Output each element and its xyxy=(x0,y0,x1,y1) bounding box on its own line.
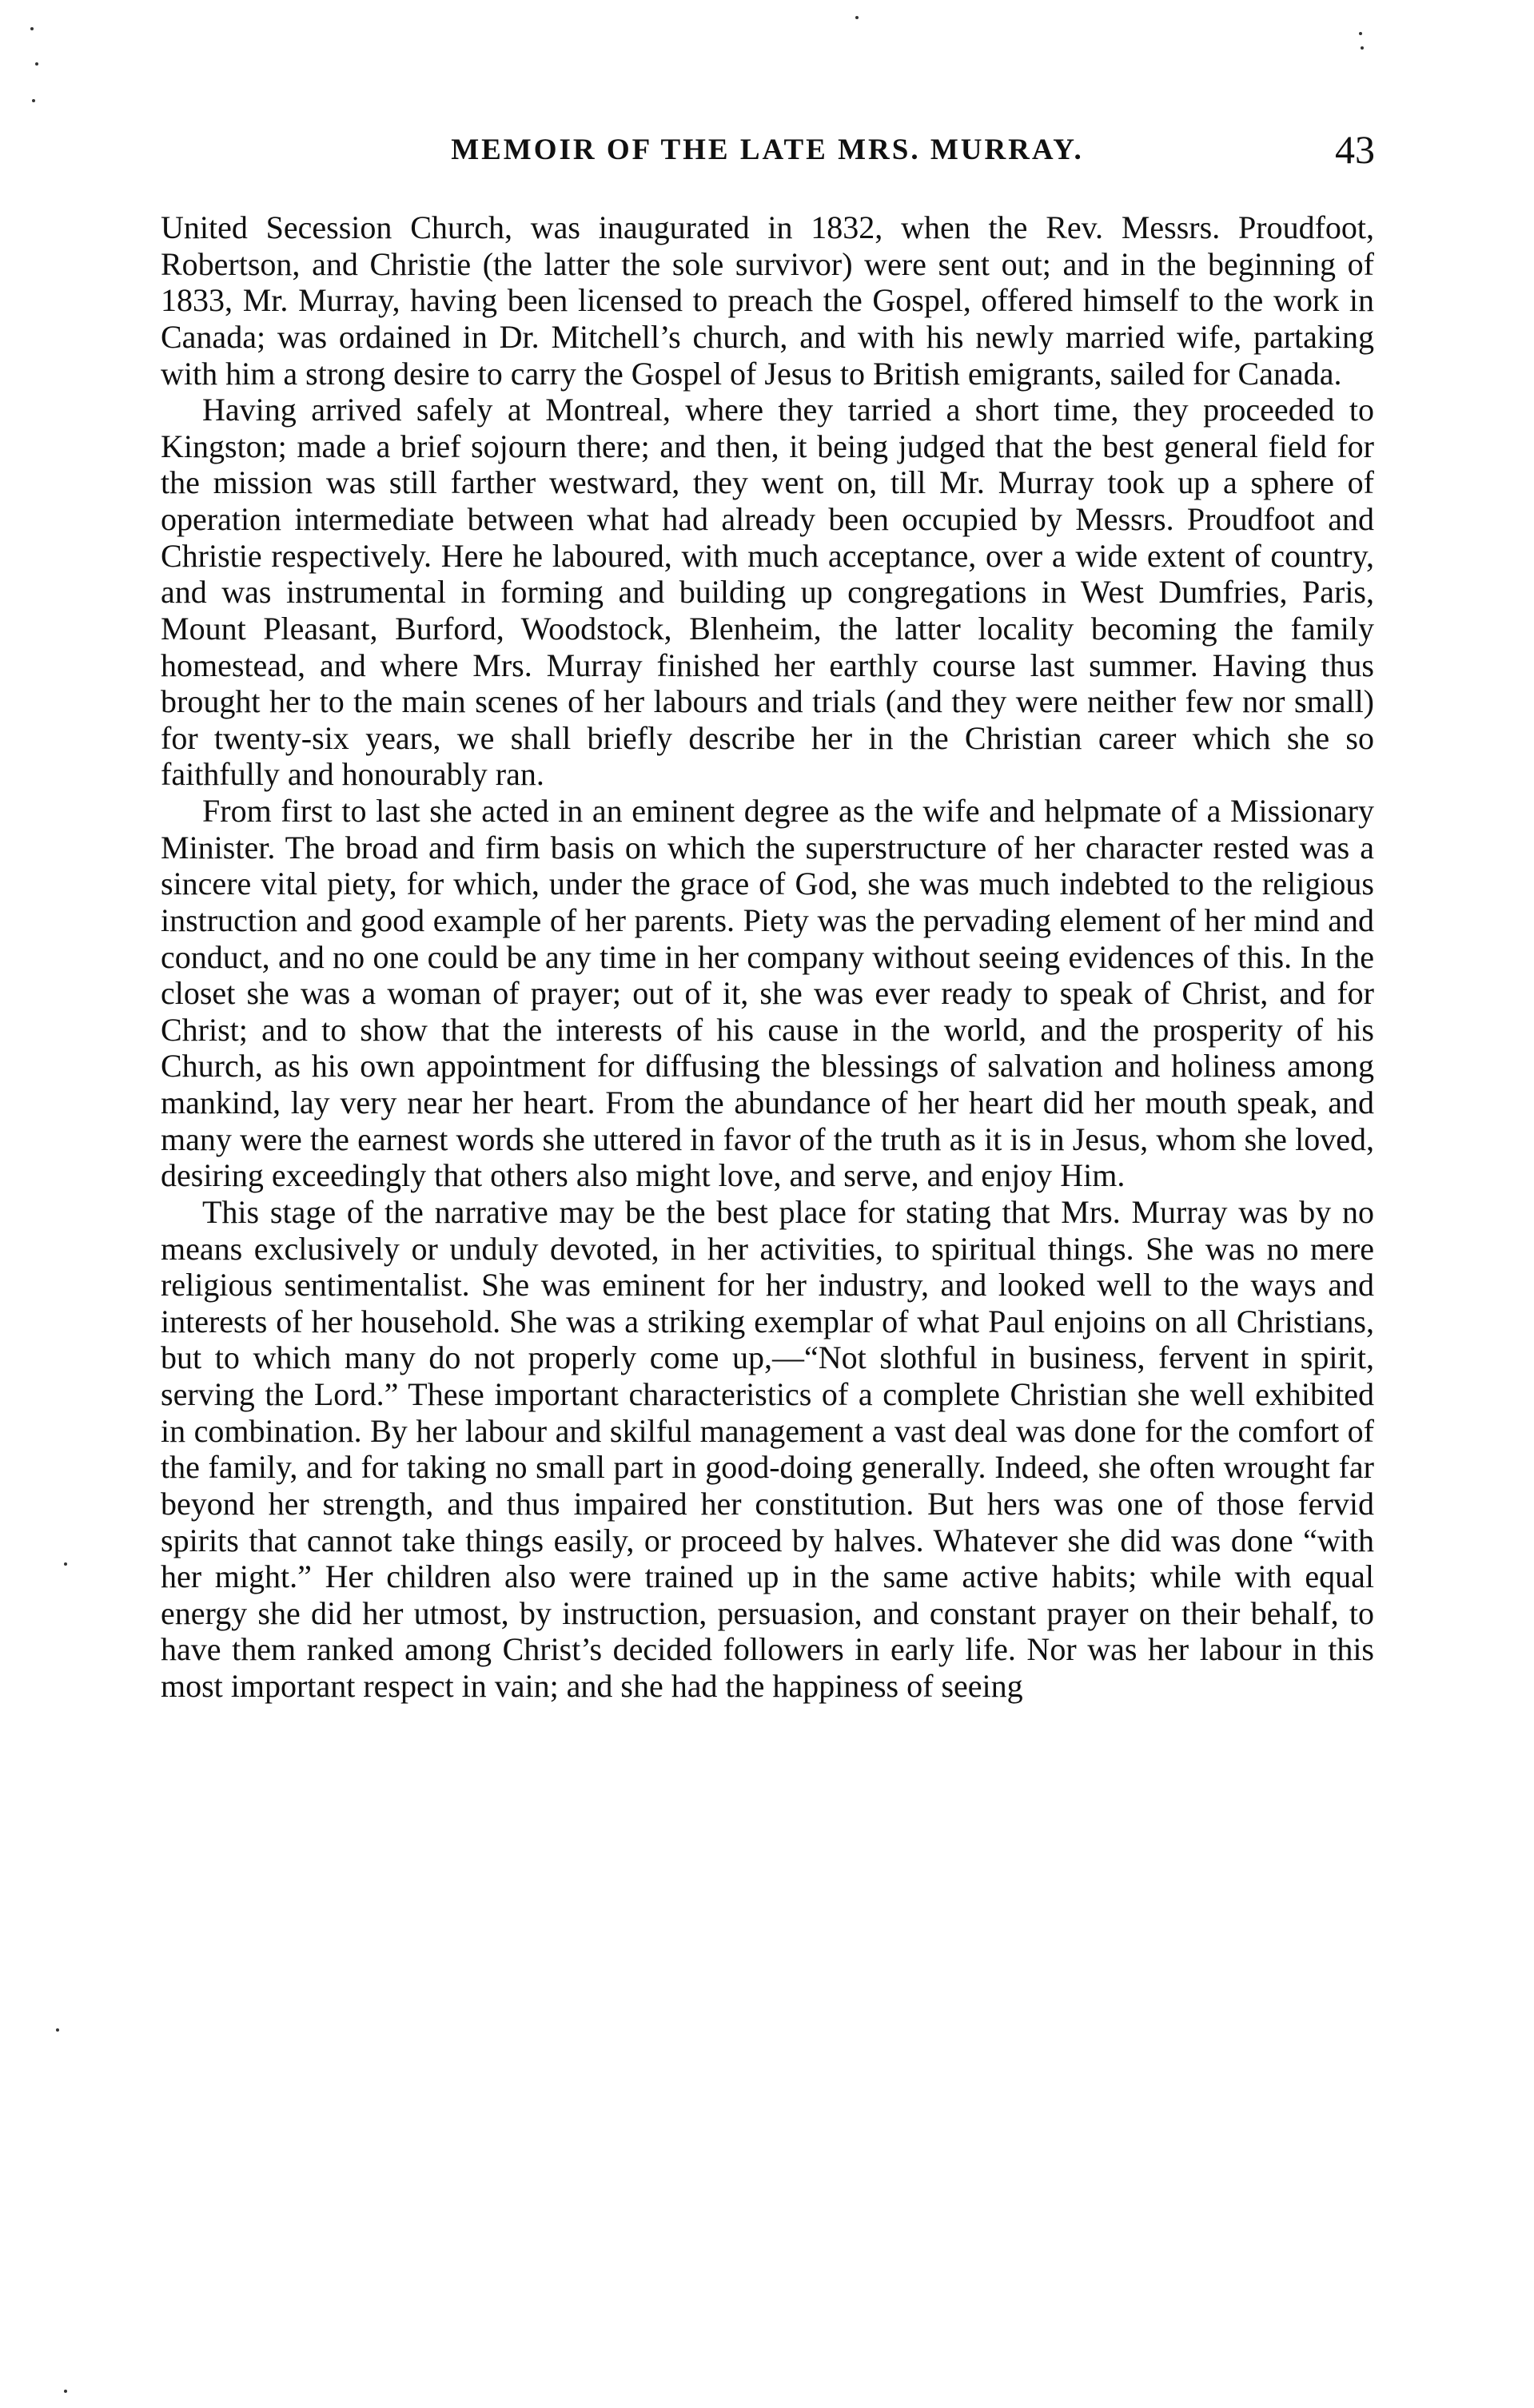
paragraph-1: United Secession Church, was inaugurated in 1832, when the Rev. Messrs. Proudfoot, Robertson, and Christie (the latter the sole survivor) were sent out; and in the beginning of 1833, Mr. Murray, having been licensed to preach the Gospel, offered himself to the work in Canada; was ordained in Dr. Mitchell’s church, and with his newly married wife, partaking with him a strong desire to carry the Gospel of Jesus to British emigrants, sailed for Canada. xyxy=(161,209,1374,392)
scan-speck xyxy=(35,62,38,66)
scan-speck xyxy=(1361,46,1364,50)
paragraph-3: From first to last she acted in an eminent degree as the wife and helpmate of a Missionary Minister. The broad and firm basis on which the superstructure of her character rested was a sincere vital piety, for which, under the grace of God, she was much indebted to the religious instruction and good example of her parents. Piety was the pervading element of her mind and conduct, and no one could be any time in her company without seeing evidences of this. In the closet she was a woman of prayer; out of it, she was ever ready to speak of Christ, and for Christ; and to show that the interests of his cause in the world, and the prosperity of his Church, as his own appointment for diffusing the blessings of salvation and holiness among mankind, lay very near her heart. From the abundance of her heart did her mouth speak, and many were the earnest words she uttered in favor of the truth as it is in Jesus, whom she loved, desiring exceedingly that others also might love, and serve, and enjoy Him. xyxy=(161,793,1374,1194)
scan-speck xyxy=(64,1562,67,1566)
scan-speck xyxy=(30,27,34,30)
scan-speck xyxy=(56,2028,59,2032)
running-title: MEMOIR OF THE LATE MRS. MURRAY. xyxy=(451,133,1084,166)
page-number: 43 xyxy=(1335,127,1375,172)
scan-speck xyxy=(855,16,859,19)
paragraph-2: Having arrived safely at Montreal, where they tarried a short time, they proceeded to Kingston; made a brief sojourn there; and then, it being judged that the best general field for the mission was still farther westward, they went on, till Mr. Murray took up a sphere of operation intermediate between what had already been occupied by Messrs. Proudfoot and Christie respectively. Here he laboured, with much acceptance, over a wide extent of country, and was instrumental in forming and building up congregations in West Dumfries, Paris, Mount Pleasant, Burford, Woodstock, Blenheim, the latter locality becoming the family homestead, and where Mrs. Murray finished her earthly course last summer. Having thus brought her to the main scenes of her labours and trials (and they were neither few nor small) for twenty-six years, we shall briefly describe her in the Christian career which she so faithfully and honourably ran. xyxy=(161,392,1374,793)
paragraph-4: This stage of the narrative may be the best place for stating that Mrs. Murray was by no means exclusively or unduly devoted, in her activities, to spiritual things. She was no mere religious sentimentalist. She was eminent for her industry, and looked well to the ways and interests of her household. She was a striking exemplar of what Paul enjoins on all Christians, but to which many do not properly come up,—“Not slothful in business, fervent in spirit, serving the Lord.” These important characteristics of a complete Christian she well exhibited in combination. By her labour and skilful management a vast deal was done for the comfort of the family, and for taking no small part in good-doing generally. Indeed, she often wrought far beyond her strength, and thus impaired her constitution. But hers was one of those fervid spirits that cannot take things easily, or proceed by halves. Whatever she did was done “with her might.” Her children also were trained up in the same active habits; while with equal energy she did her utmost, by instruction, persuasion, and constant prayer on their behalf, to have them ranked among Christ’s decided followers in early life. Nor was her labour in this most important respect in vain; and she had the happiness of seeing xyxy=(161,1193,1374,1704)
running-header xyxy=(160,126,1375,174)
scan-speck xyxy=(1359,32,1362,35)
body-text xyxy=(161,209,1374,1705)
scan-speck xyxy=(32,99,35,102)
scan-speck xyxy=(64,2390,67,2393)
